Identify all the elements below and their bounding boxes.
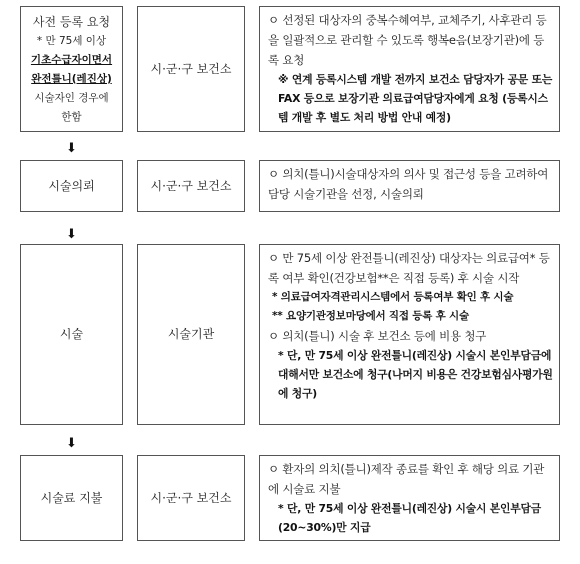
- desc-box: [259, 6, 560, 132]
- down-arrow-icon: ⬇: [66, 436, 77, 451]
- desc-text: ㅇ 의치(틀니) 시술 후 보건소 등에 비용 청구: [268, 329, 487, 343]
- step-title: 시술료 지불: [40, 490, 103, 505]
- down-arrow-icon: ⬇: [66, 141, 77, 156]
- step-box-procedure: [20, 244, 123, 425]
- step-condition: 한함: [61, 110, 82, 123]
- desc-text: ㅇ 의치(틀니)시술대상자의 의사 및 접근성 등을 고려하여 담당 시술기관을 선정, 시술의뢰: [268, 167, 549, 201]
- desc-text: ㅇ 선정된 대상자의 중복수혜여부, 교체주기, 사후관리 등을 일괄적으로 관리할 수 있도록 행복e음(보장기관)에 등록 요청: [268, 13, 547, 67]
- desc-box: [259, 244, 560, 425]
- org-box: [137, 6, 245, 132]
- desc-text: ㅇ 환자의 의치(틀니)제작 종료를 확인 후 해당 의료 기관에 시술료 지불: [268, 462, 545, 496]
- org-label: 시·군·구 보건소: [150, 178, 232, 193]
- down-arrow-icon: ⬇: [66, 227, 77, 242]
- org-label: 시술기관: [167, 327, 215, 341]
- desc-note: ** 요양기관정보마당에서 직접 등록 후 시술: [272, 310, 469, 322]
- step-box-pre-registration: [20, 6, 123, 132]
- desc-note: * 의료급여자격관리시스템에서 등록여부 확인 후 시술: [272, 291, 514, 303]
- org-box: [137, 244, 245, 425]
- step-box-payment: [20, 455, 123, 541]
- step-condition: 완전틀니(레진상): [31, 72, 112, 85]
- step-box-referral: [20, 160, 123, 212]
- org-box: [137, 160, 245, 212]
- step-condition: * 만 75세 이상: [36, 34, 107, 47]
- desc-note: ※ 연계 등록시스템 개발 전까지 보건소 담당자가 공문 또는 FAX 등으로 보장기관 의료급여담당자에게 요청 (등록시스템 개발 후 별도 처리 방법 안내 예정): [278, 73, 553, 124]
- step-title: 사전 등록 요청: [32, 14, 111, 29]
- step-title: 시술: [59, 327, 84, 341]
- org-label: 시·군·구 보건소: [150, 61, 232, 76]
- org-box: [137, 455, 245, 541]
- desc-text: ㅇ 만 75세 이상 완전틀니(레진상) 대상자는 의료급여* 등록 여부 확인(건강보험**은 직접 등록) 후 시술 시작: [268, 251, 550, 285]
- step-condition: 기초수급자이면서: [30, 53, 113, 66]
- desc-note: * 단, 만 75세 이상 완전틀니(레진상) 시술시 본인부담금 (20~30%)만 지급: [278, 502, 541, 534]
- step-condition: 시술자인 경우에: [34, 91, 109, 104]
- desc-box: [259, 455, 560, 541]
- desc-note: * 단, 만 75세 이상 완전틀니(레진상) 시술시 본인부담금에 대해서만 보건소에 청구(나머지 비용은 건강보험심사평가원에 청구): [278, 349, 553, 400]
- org-label: 시·군·구 보건소: [150, 490, 232, 505]
- step-title: 시술의뢰: [48, 178, 95, 193]
- desc-box: [259, 160, 560, 212]
